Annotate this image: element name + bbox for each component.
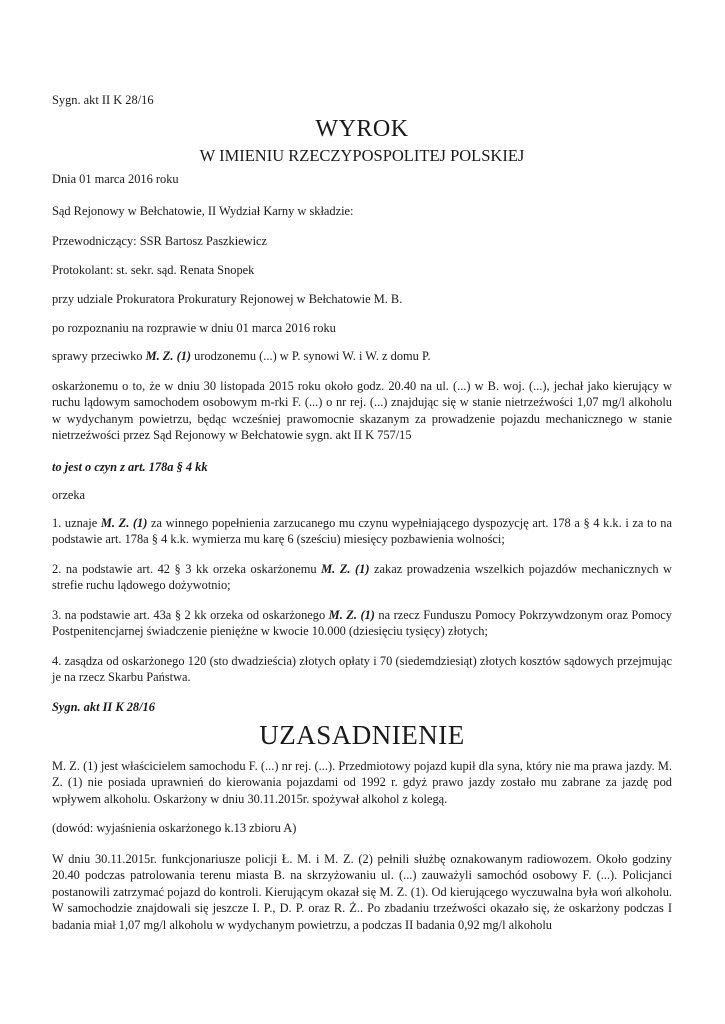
case-signature-justification: Sygn. akt II K 28/16: [52, 700, 155, 714]
case-suffix: urodzonemu (...) w P. synowi W. i W. z domu P.: [191, 349, 431, 363]
court-clerk: Protokolant: st. sekr. sąd. Renata Snopek: [52, 263, 255, 277]
verdict-point-2: [52, 561, 672, 594]
defendant-name: M. Z. (1): [145, 349, 192, 363]
court-composition: Sąd Rejonowy w Bełchatowie, II Wydział Karny w składzie:: [52, 204, 354, 218]
hearing-date: po rozpoznaniu na rozprawie w dniu 01 marca 2016 roku: [52, 321, 336, 335]
verdict-point-4: 4. zasądza od oskarżonego 120 (sto dwadzieścia) złotych opłaty i 70 (siedemdziesiąt) złotych kosztów sądowych przejmując je na rzecz Skarbu Państwa.: [52, 654, 672, 685]
justification-paragraph-1: M. Z. (1) jest właścicielem samochodu F. (...) nr rej. (...). Przedmiotowy pojazd kupił dla syna, który nie ma prawa jazdy. M. Z. (1) nie posiada uprawnień do kierowania pojazdami od 1992 r. gdyż prawo jazdy zostało mu zabrane za jazdę pod wpływem alkoholu. Oskarżony w dniu 30.11.2015r. spożywał alkohol z kolegą.: [52, 759, 672, 806]
verdict-point-1-start: 1. uznaje: [52, 516, 101, 530]
case-signature-top: Sygn. akt II K 28/16: [52, 93, 154, 107]
prosecutor-line: przy udziale Prokuratora Prokuratury Rejonowej w Bełchatowie M. B.: [52, 292, 403, 306]
verdict-point-3-start: 3. na podstawie art. 43a § 2 kk orzeka od oskarżonego: [52, 608, 329, 622]
verdict-point-2-end: zakaz prowadzenia wszelkich pojazdów mechanicznych w strefie ruchu lądowego dożywotnio;: [52, 562, 673, 593]
verdict-point-2-start: 2. na podstawie art. 42 § 3 kk orzeka oskarżonemu: [52, 562, 322, 576]
verdict-point-1-end: za winnego popełnienia zarzucanego mu czynu wypełniającego dyspozycję art. 178 a § 4 k.k. i za to na podstawie art. 178a § 4 k.k. wymierza mu karę 6 (sześciu) miesięcy pozbawienia wolności;: [52, 516, 672, 547]
verdict-point-1-defendant: M. Z. (1): [100, 516, 148, 530]
presiding-judge: Przewodniczący: SSR Bartosz Paszkiewicz: [52, 234, 268, 248]
ruling-date: Dnia 01 marca 2016 roku: [52, 172, 179, 186]
justification-title: UZASADNIENIE: [259, 720, 465, 750]
charge-text: oskarżonemu o to, że w dniu 30 listopada 2015 roku około godz. 20.40 na ul. (...) w B. woj. (...), jechał jako kierujący w ruchu lądowym samochodem osobowym m-rki F. (...) o nr rej. (...) znajdując się w stanie nietrzeźwości 1,07 mg/l alkoholu w wydychanym powietrzu, będąc wcześniej prawomocnie skazanym za prowadzenie pojazdu mechanicznego w stanie nietrzeźwości przez Sąd Rejonowy w Bełchatowie sygn. akt II K 757/15: [52, 379, 672, 443]
justification-paragraph-2: W dniu 30.11.2015r. funkcjonariusze policji Ł. M. i M. Z. (2) pełnili służbę oznakowanym radiowozem. Około godziny 20.40 podczas patrolowania terenu miasta B. na skrzyżowaniu ul. (...) zauważyli samochód osobowy F. (...). Policjanci postanowili zatrzymać pojazd do kontroli. Kierującym okazał się M. Z. (1). Od kierującego wyczuwalna była woń alkoholu. W samochodzie znajdowali się jeszcze I. P., D. P. oraz R. Ż.. Po zbadaniu trzeźwości okazało się, że oskarżony podczas I badania miał 1,07 mg/l alkoholu w wydychanym powietrzu, a podczas II badania 0,92 mg/l alkoholu: [52, 852, 672, 932]
verdict-point-2-defendant: M. Z. (1): [321, 562, 370, 576]
document-subtitle: W IMIENIU RZECZYPOSPOLITEJ POLSKIEJ: [199, 146, 525, 165]
verdict-point-3-defendant: M. Z. (1): [328, 608, 375, 622]
charge-qualification: to jest o czyn z art. 178a § 4 kk: [52, 460, 208, 474]
verdict-point-3-end: na rzecz Funduszu Pomocy Pokrzywdzonym oraz Pomocy Postpenitencjarnej świadczenie pieniężne w kwocie 10.000 (dziesięciu tysięcy) złotych;: [52, 608, 672, 639]
verdict-point-1: [52, 515, 672, 548]
document-title: WYROK: [315, 116, 409, 142]
case-against: [52, 348, 431, 364]
ruling-word: orzeka: [52, 488, 86, 502]
evidence-note: (dowód: wyjaśnienia oskarżonego k.13 zbioru A): [52, 821, 297, 835]
verdict-point-3: [52, 607, 672, 640]
case-prefix: sprawy przeciwko: [52, 349, 146, 363]
